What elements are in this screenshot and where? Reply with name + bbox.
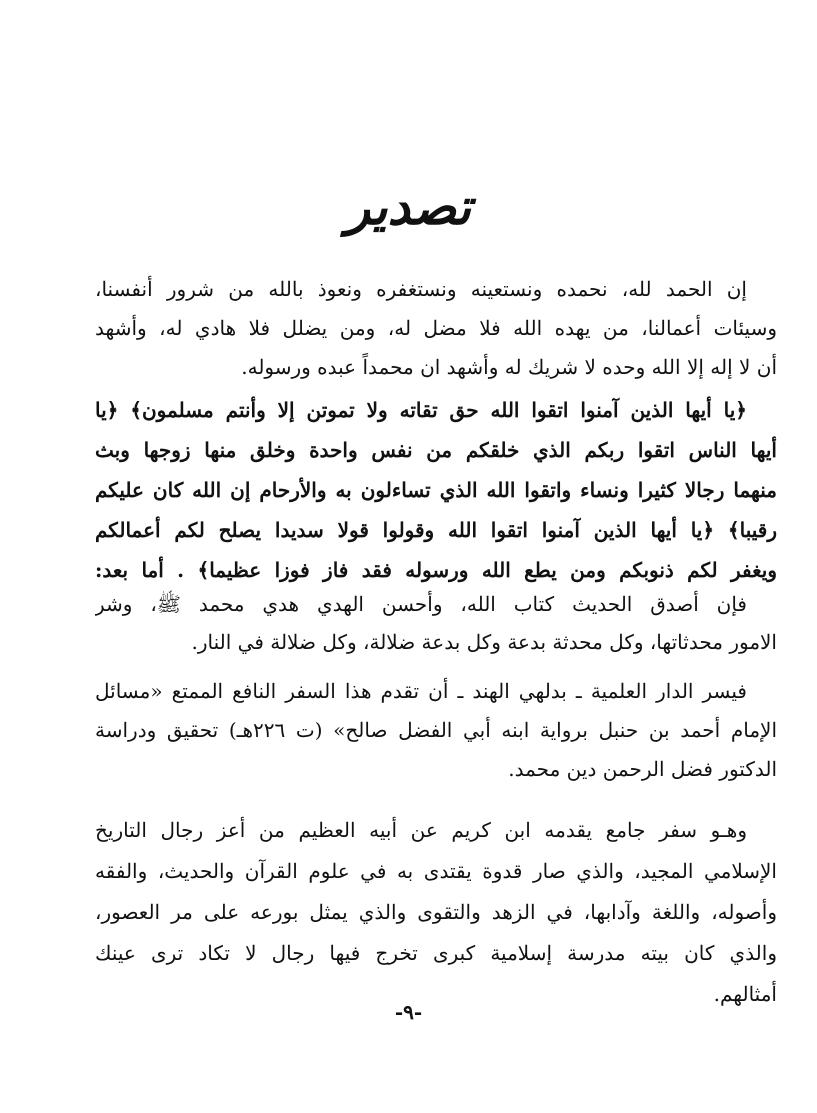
text-line: الدكتور فضل الرحمن دين محمد. bbox=[508, 757, 777, 781]
text-line: رقيبا﴾ ﴿يا أيها الذين آمنوا اتقوا الله وقولوا قولا سديدا يصلح لكم أعمالكم bbox=[95, 518, 777, 542]
text-line: وهـو سفر جامع يقدمه ابن كريم عن أبيه العظيم من أعز رجال التاريخ bbox=[95, 818, 747, 842]
text-line: فيسر الدار العلمية ـ بدلهي الهند ـ أن تقدم هذا السفر النافع الممتع «مسائل bbox=[95, 679, 747, 703]
text-line: ﴿يا أيها الذين آمنوا اتقوا الله حق تقاته ولا تموتن إلا وأنتم مسلمون﴾ ﴿يا bbox=[95, 398, 747, 422]
text-line: الإسلامي المجيد، والذي صار قدوة يقتدى به في علوم القرآن والحديث، والفقه bbox=[95, 859, 777, 883]
text-line: الإمام أحمد بن حنبل برواية ابنه أبي الفضل صالح» (ت ٢٢٦هـ) تحقيق ودراسة bbox=[95, 718, 777, 742]
text-line: الامور محدثاتها، وكل محدثة بدعة وكل بدعة ضلالة، وكل ضلالة في النار. bbox=[191, 630, 777, 654]
page-title: تصدير bbox=[345, 177, 472, 236]
paragraph-publisher bbox=[95, 672, 777, 789]
paragraph-opening-praise bbox=[95, 270, 777, 387]
paragraph-description bbox=[95, 810, 777, 1015]
text-line: وأصوله، واللغة وآدابها، في الزهد والتقوى والذي يمثل بورعه على مر العصور، bbox=[95, 900, 777, 924]
text-line: أيها الناس اتقوا ربكم الذي خلقكم من نفس واحدة وخلق منها زوجها وبث bbox=[95, 438, 777, 462]
text-line: أمثالهم. bbox=[713, 982, 777, 1006]
text-line: أن لا إله إلا الله وحده لا شريك له وأشهد ان محمداً عبده ورسوله. bbox=[241, 355, 777, 379]
text-line: إن الحمد لله، نحمده ونستعينه ونستغفره ونعوذ بالله من شرور أنفسنا، bbox=[95, 277, 747, 301]
text-line: منهما رجالا كثيرا ونساء واتقوا الله الذي تساءلون به والأرحام إن الله كان عليكم bbox=[95, 478, 777, 502]
text-line: ويغفر لكم ذنوبكم ومن يطع الله ورسوله فقد فاز فوزا عظيما﴾ . أما بعد: bbox=[95, 558, 777, 582]
text-line: فإن أصدق الحديث كتاب الله، وأحسن الهدي هدي محمد ﷺ، وشر bbox=[95, 592, 747, 616]
paragraph-hadith bbox=[95, 585, 777, 661]
paragraph-quranic-verses bbox=[95, 390, 777, 590]
text-line: وسيئات أعمالنا، من يهده الله فلا مضل له، ومن يضلل فلا هادي له، وأشهد bbox=[95, 316, 777, 340]
page-number: -٩- bbox=[394, 1000, 423, 1024]
text-line: والذي كان بيته مدرسة إسلامية كبرى تخرج فيها رجال لا تكاد ترى عينك bbox=[95, 941, 777, 965]
